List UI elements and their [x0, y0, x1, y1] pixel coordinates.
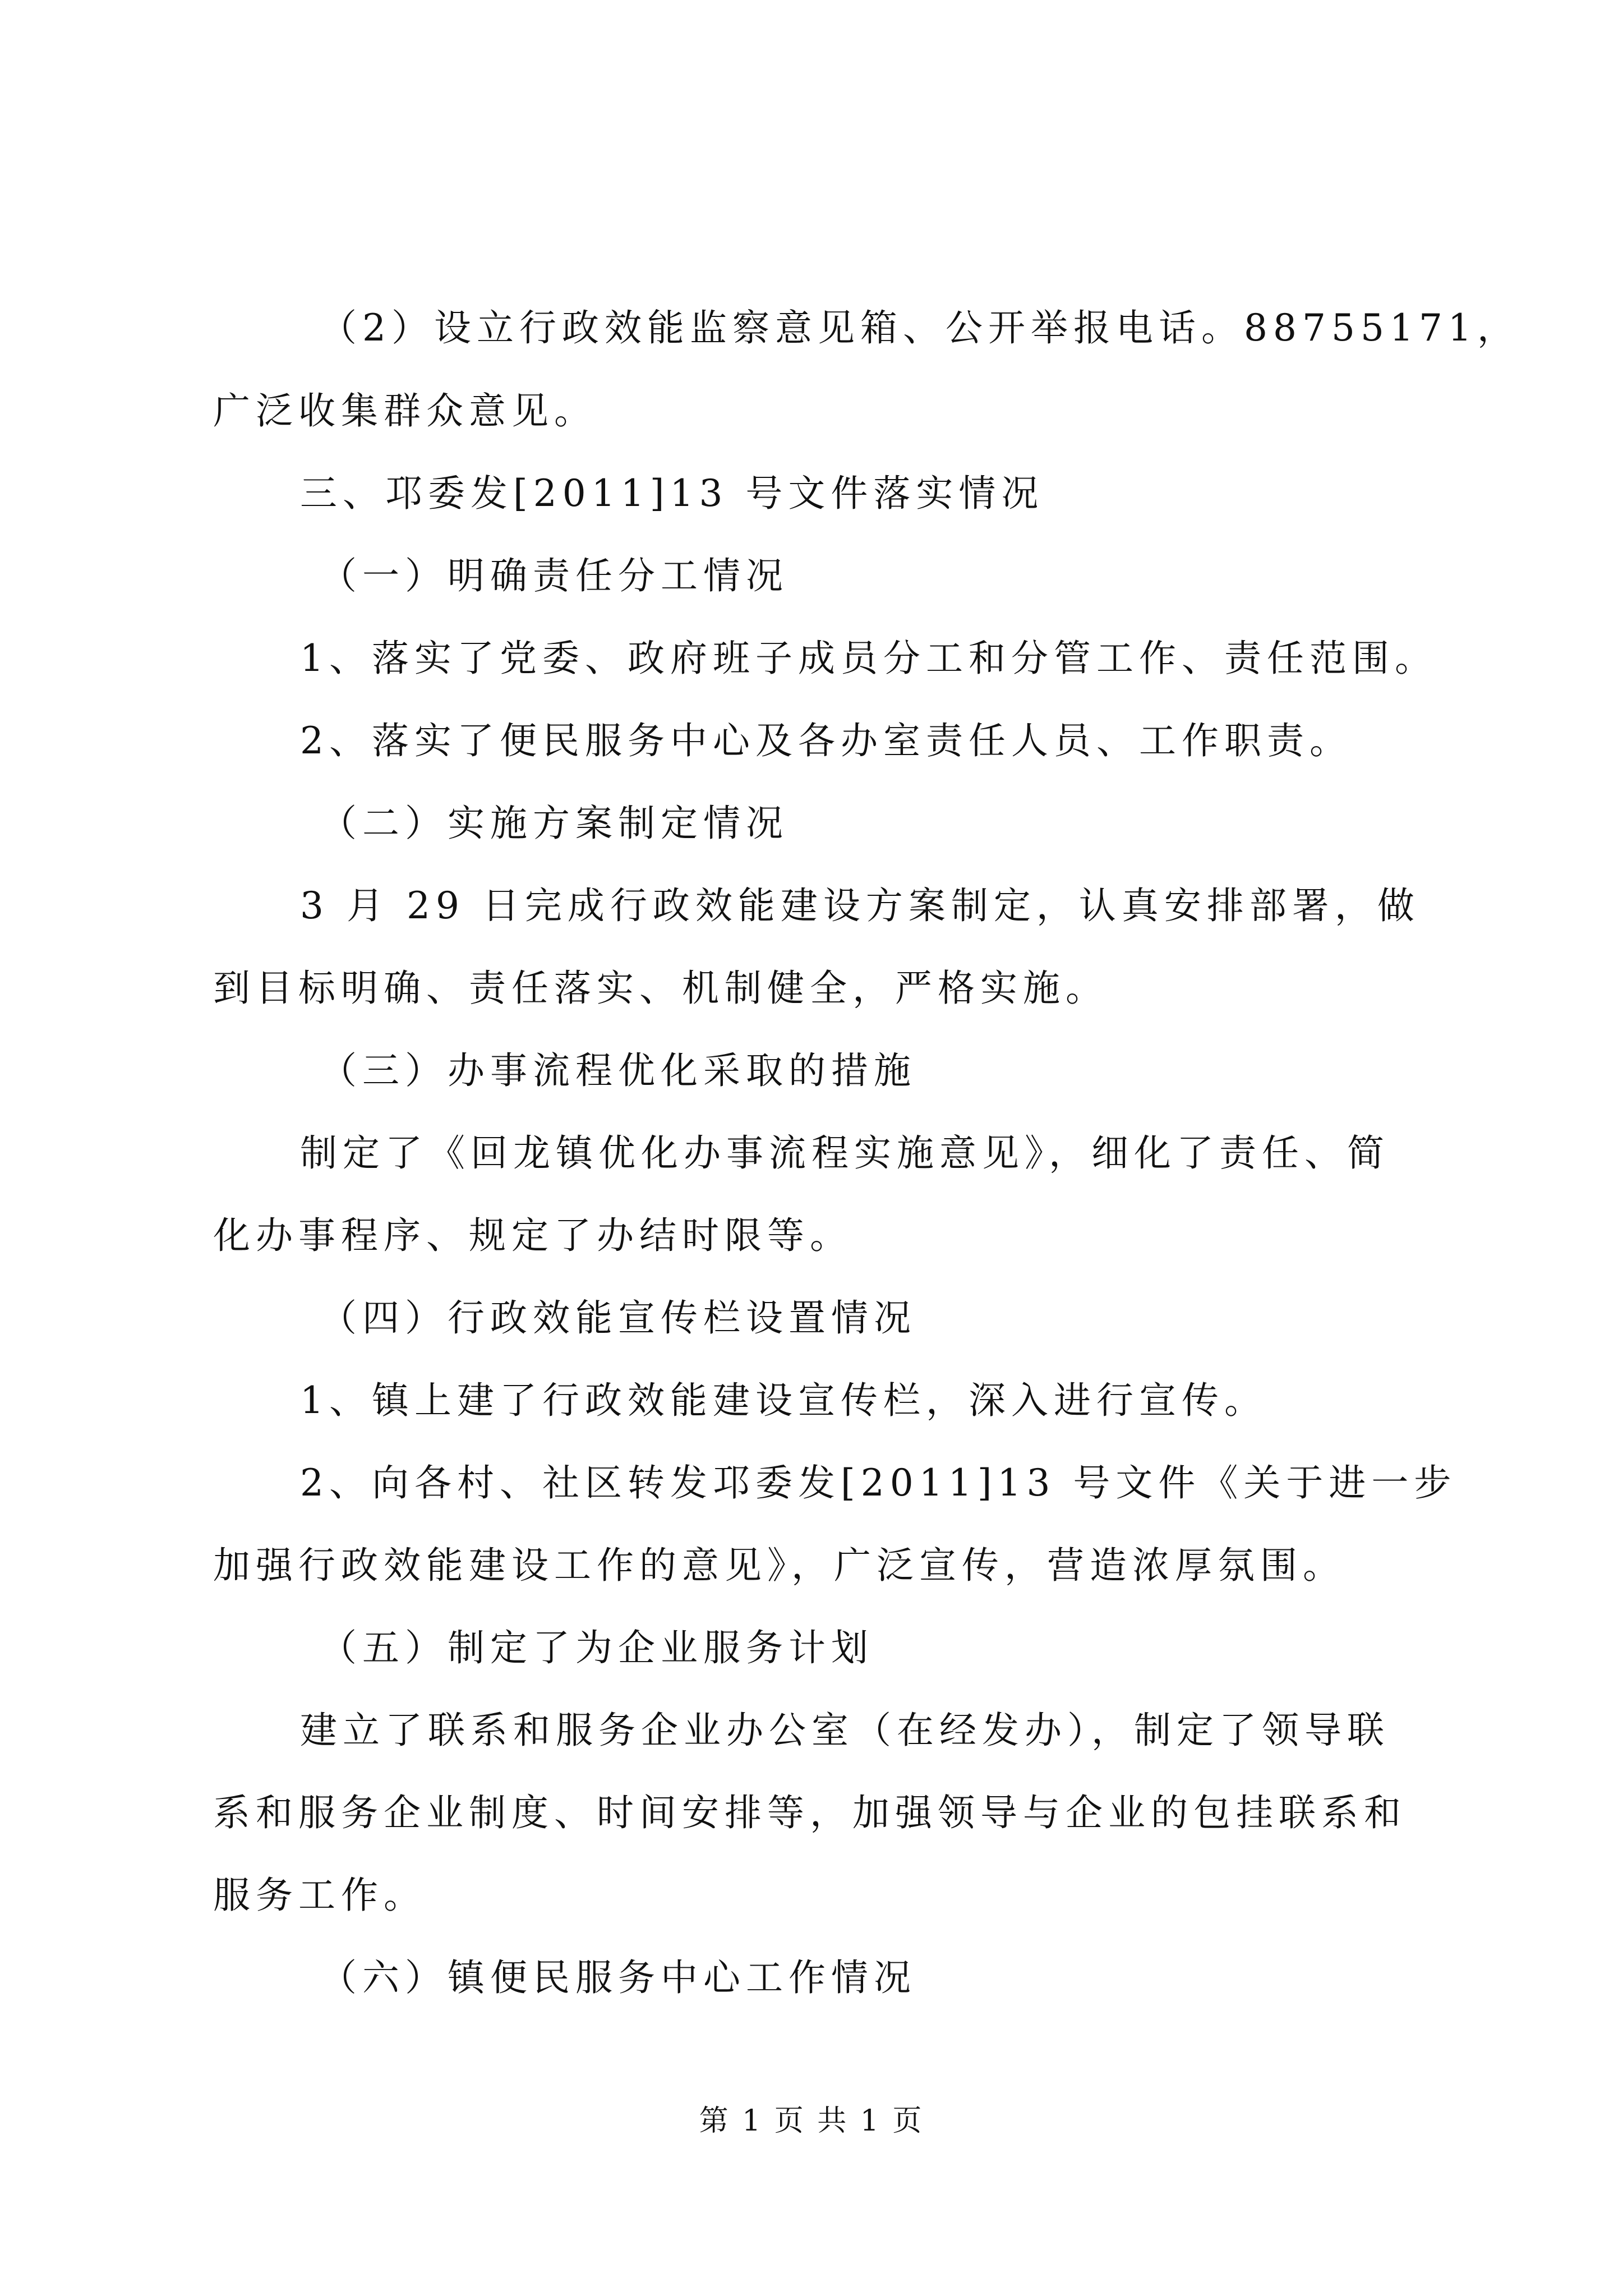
paragraph-line: 制定了《回龙镇优化办事流程实施意见》，细化了责任、简: [300, 1131, 1390, 1175]
paragraph-line: 3 月 29 日完成行政效能建设方案制定，认真安排部署，做: [300, 884, 1420, 927]
paragraph-line: 服务工作。: [213, 1874, 426, 1917]
subsection-heading: （六）镇便民服务中心工作情况: [320, 1956, 916, 1999]
subsection-heading: （一）明确责任分工情况: [320, 554, 789, 597]
paragraph-line: 2、向各村、社区转发邛委发[2011]13 号文件《关于进一步: [300, 1461, 1457, 1504]
paragraph-line: 到目标明确、责任落实、机制健全，严格实施。: [213, 967, 1108, 1010]
paragraph-line: 建立了联系和服务企业办公室（在经发办），制定了领导联: [300, 1709, 1390, 1752]
page-footer: 第 1 页 共 1 页: [699, 2104, 924, 2138]
paragraph-line: （2）设立行政效能监察意见箱、公开举报电话。88755171，: [320, 306, 1520, 349]
paragraph-line: 加强行政效能建设工作的意见》，广泛宣传，营造浓厚氛围。: [213, 1544, 1345, 1587]
paragraph-line: 1、镇上建了行政效能建设宣传栏，深入进行宣传。: [300, 1379, 1267, 1422]
paragraph-line: 化办事程序、规定了办结时限等。: [213, 1214, 852, 1257]
paragraph-line: 系和服务企业制度、时间安排等，加强领导与企业的包挂联系和: [213, 1791, 1407, 1834]
subsection-heading: （五）制定了为企业服务计划: [320, 1626, 874, 1669]
paragraph-line: 2、落实了便民服务中心及各办室责任人员、工作职责。: [300, 719, 1352, 762]
paragraph-line: 1、落实了党委、政府班子成员分工和分管工作、责任范围。: [300, 637, 1437, 680]
subsection-heading: （四）行政效能宣传栏设置情况: [320, 1296, 916, 1340]
subsection-heading: （二）实施方案制定情况: [320, 802, 789, 845]
subsection-heading: （三）办事流程优化采取的措施: [320, 1049, 916, 1092]
paragraph-line: 广泛收集群众意见。: [213, 389, 597, 432]
section-heading: 三、邛委发[2011]13 号文件落实情况: [300, 472, 1044, 515]
